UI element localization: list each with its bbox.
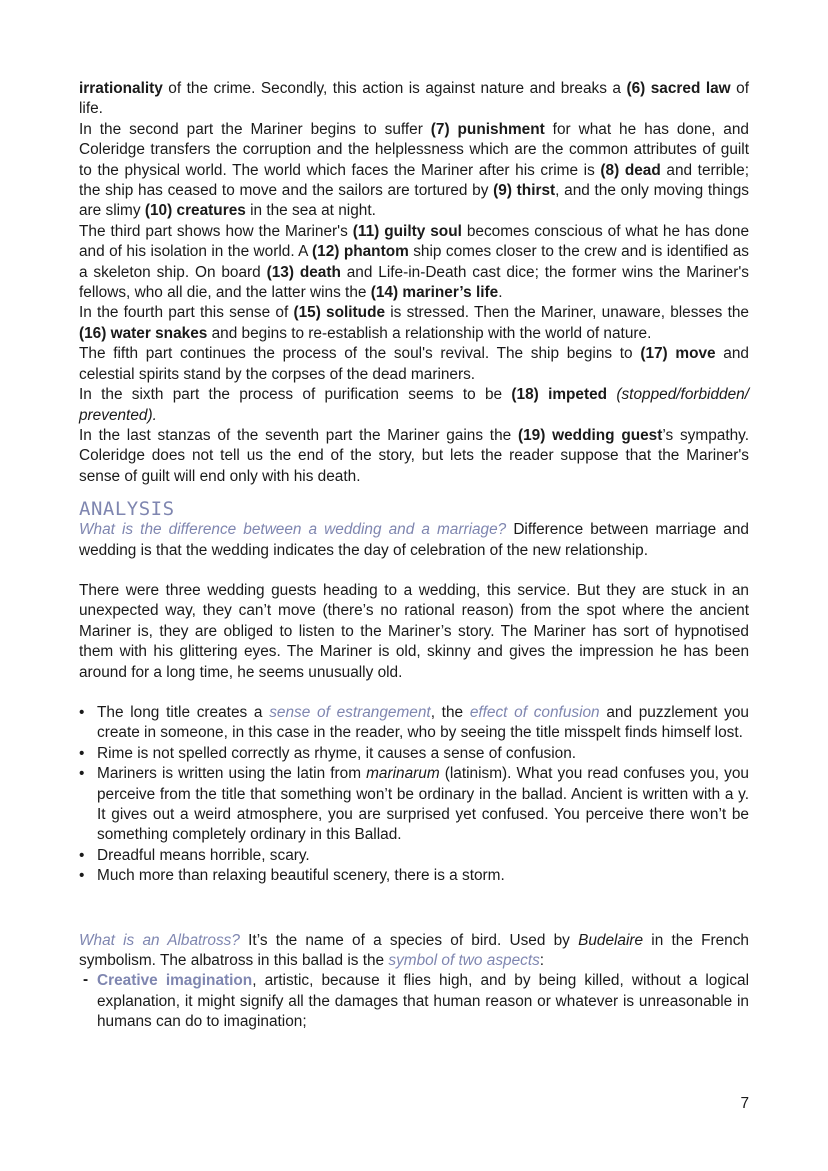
wedding-question-paragraph [79,520,749,561]
text-run: . [498,284,503,302]
keyword: (18) impeted [511,386,608,404]
list-item: • Much more than relaxing beautiful scenery, there is a storm. [79,866,749,886]
text-run: It’s the name of a species of bird. Used by [239,931,579,949]
keyword: (15) solitude [293,304,386,322]
text-run: In the second part the Mariner begins to suffer [79,120,431,138]
summary-paragraph-1 [79,79,749,120]
keyword: (12) phantom [312,243,409,261]
list-item [79,703,749,744]
text-run: The third part shows how the Mariner's [79,222,353,240]
keyword: (13) death [266,263,341,281]
text-run: In the fourth part this sense of [79,304,294,322]
italic-term: marinarum [366,765,440,783]
title-analysis-list [79,703,749,887]
list-item: • Rime is not spelled correctly as rhyme, it causes a sense of confusion. [79,744,749,764]
italic-term: Budelaire [578,931,644,949]
italic-note: (stopped/forbidden/ prevented). [79,386,749,424]
text-run: , and the only moving things are slimy [79,182,749,220]
keyword: (19) wedding guest [517,426,663,444]
list-item: • Dreadful means horrible, scary. [79,846,749,866]
text-run: of life. [79,80,749,118]
text-run: ship comes closer to the crew and is identified as a skeleton ship. On board [79,243,750,281]
keyword: (11) guilty soul [352,222,462,240]
list-item [79,764,749,846]
text-run: In the sixth part the process of purification seems to be [79,386,512,404]
text-run: Mariners is written using the latin from [97,765,367,783]
text-run: of the crime. Secondly, this action is against nature and breaks a [162,80,627,97]
text-run: and celestial spirits stand by the corpses of the dead mariners. [79,345,749,383]
keyword: irrationality [79,80,163,97]
summary-paragraph-3 [79,222,749,304]
summary-paragraph-6 [79,385,749,426]
text-run: In the last stanzas of the seventh part the Mariner gains the [79,426,518,444]
question-text: What is the difference between a wedding and a marriage? [79,521,507,539]
spacer [79,561,749,581]
text-run: : [539,952,545,970]
keyword: (10) creatures [144,202,246,220]
text-run: and begins to re-establish a relationship with the world of nature. [207,324,652,342]
text-run: The long title creates a [97,703,270,721]
spacer [79,887,749,931]
text-run: and Life-in-Death cast dice; the former wins the Mariner's fellows, who all die, and the latter wins the [79,263,749,302]
text-run: ’s sympathy. Coleridge does not tell us the end of the story, but lets the reader suppose that the Mariner's sense of guilt will end only with his death. [79,426,749,485]
highlight-term: sense of estrangement [269,703,431,721]
summary-paragraph-4 [79,303,749,344]
spacer [79,683,749,703]
highlight-term: Creative imagination [97,972,253,990]
keyword: (8) dead [600,161,661,179]
text-run: in the sea at night. [245,202,376,220]
text-run: is stressed. Then the Mariner, unaware, blesses the [385,304,749,322]
list-item [79,971,749,1032]
highlight-term: effect of confusion [469,703,600,721]
keyword: (7) punishment [430,120,545,138]
text-run: The fifth part continues the process of the soul's revival. The ship begins to [79,345,641,363]
albatross-paragraph [79,931,749,972]
keyword: (16) water snakes [79,324,208,342]
keyword: (9) thirst [493,182,556,200]
page-number: 7 [740,1095,749,1112]
keyword: (14) mariner’s life [370,284,499,302]
question-text: What is an Albatross? [79,931,240,949]
document-body [79,79,749,1033]
text-run: , artistic, because it flies high, and by being killed, without a logical explanation, it might signify all the damages that human reason or whatever is unreasonable in humans can do to imagination; [97,972,749,1031]
summary-paragraph-7 [79,426,749,487]
text-run: , the [430,703,470,721]
answer-text: Difference between marriage and wedding is that the wedding indicates the day of celebration of the new relationship. [79,521,749,559]
summary-paragraph-2 [79,120,749,222]
text-run: (latinism). What you read confuses you, you perceive from the title that something won’t be ordinary in the ballad. Ancient is written with a y. It gives out a weird atmosphere, you are surprised yet confused. You perceive there won’t be something completely ordinary in this Ballad. [97,765,749,844]
highlight-term: symbol of two aspects [388,952,540,970]
text-run: and terrible; the ship has ceased to move and the sailors are tortured by [79,161,749,200]
keyword: (6) sacred law [626,80,731,97]
albatross-aspects-list [79,971,749,1032]
text-run: and puzzlement you create in someone, in this case in the reader, who by seeing the title misspelt finds himself lost. [97,703,749,742]
keyword: (17) move [640,345,716,363]
wedding-guests-paragraph: There were three wedding guests heading to a wedding, this service. But they are stuck in an unexpected way, they can’t move (there’s no rational reason) from the spot where the ancient Mariner is, they are obliged to listen to the Mariner’s story. The Mariner has sort of hypnotised them with his glittering eyes. The Mariner is old, skinny and gives the impression he has been around for a long time, he seems unusually old. [79,581,749,681]
summary-paragraph-5 [79,344,749,385]
text-run: becomes conscious of what he has done and of his isolation in the world. A [79,222,750,261]
text-run: in the French symbolism. The albatross in this ballad is the [79,931,749,970]
text-run: for what he has done, and Coleridge transfers the corruption and the helplessness which are the common attributes of guilt to the physical world. The world which faces the Mariner after his crime is [79,120,749,179]
analysis-heading: ANALYSIS [79,498,175,521]
